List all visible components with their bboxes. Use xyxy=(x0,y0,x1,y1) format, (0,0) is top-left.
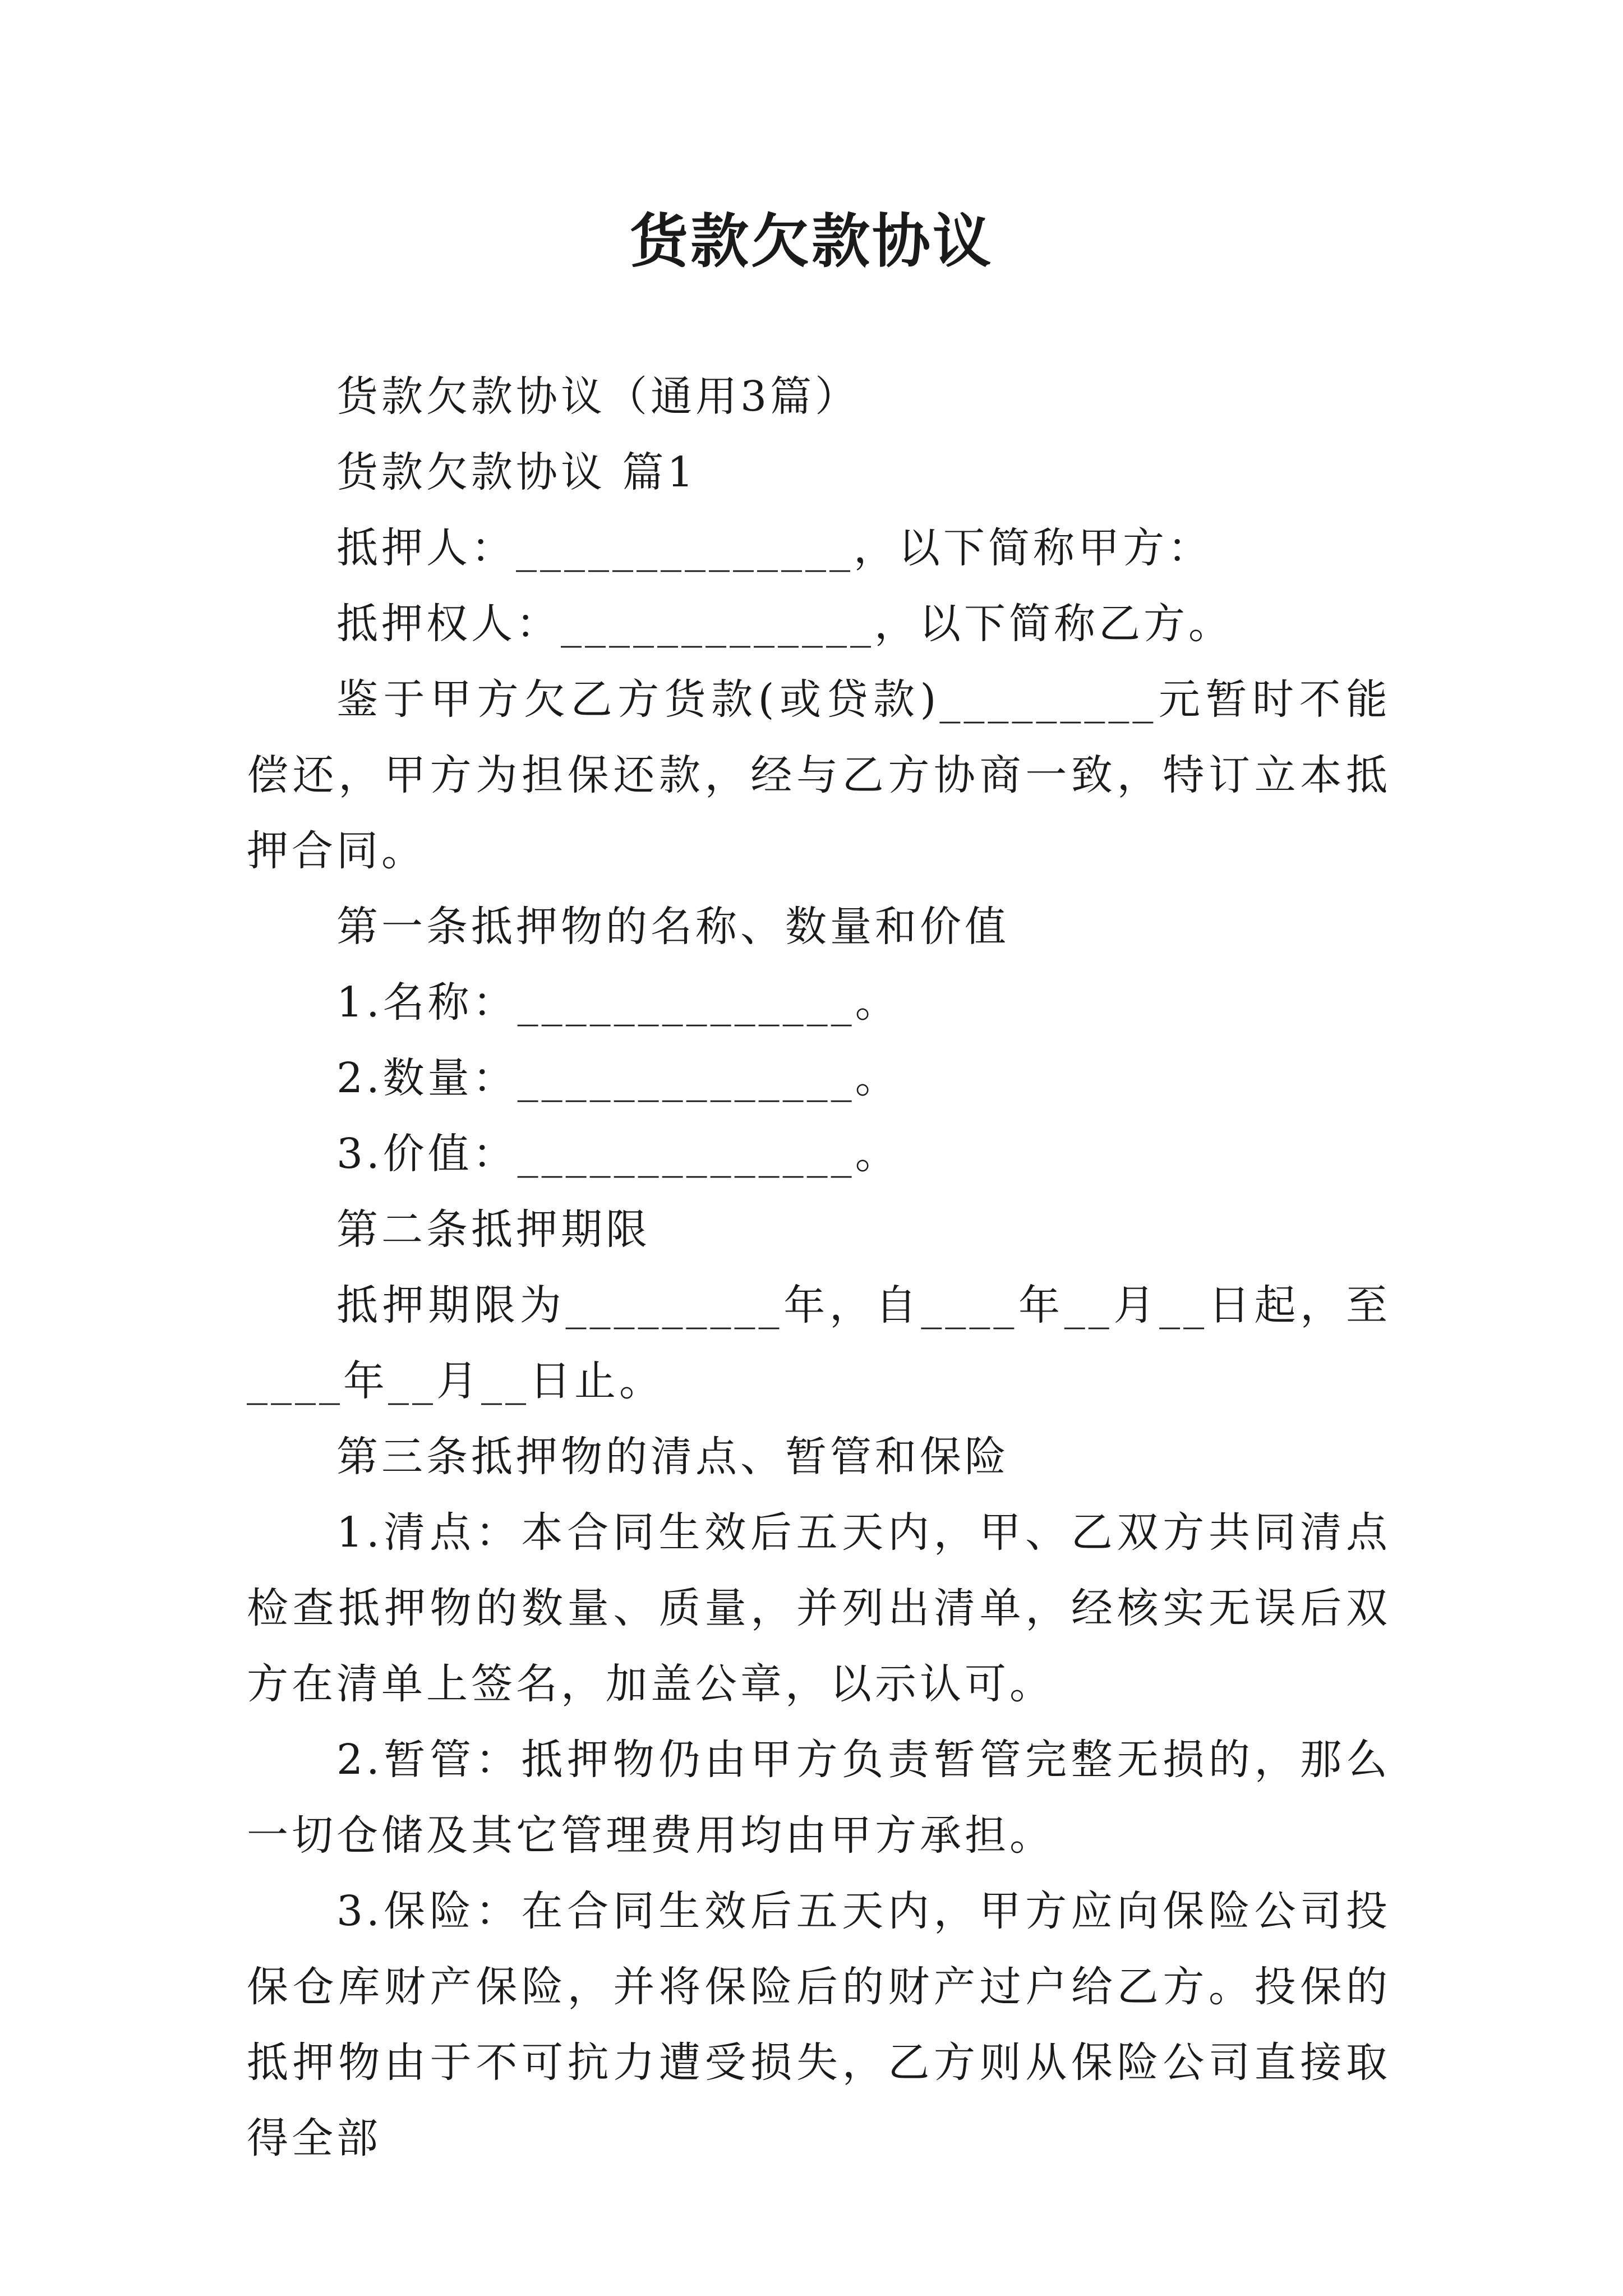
paragraph-custody: 2.暂管：抵押物仍由甲方负责暂管完整无损的，那么一切仓储及其它管理费用均由甲方承担。 xyxy=(247,1736,1391,1860)
paragraph-insurance: 3.保险：在合同生效后五天内，甲方应向保险公司投保仓库财产保险，并将保险后的财产过户给乙方。投保的抵押物由于不可抗力遭受损失，乙方则从保险公司直接取得全部 xyxy=(247,1887,1391,2162)
paragraph-preamble: 鉴于甲方欠乙方货款(或贷款)_________元暂时不能偿还，甲方为担保还款，经与乙方协商一致，特订立本抵押合同。 xyxy=(247,675,1391,875)
paragraph-section-title: 货款欠款协议 篇1 xyxy=(336,448,697,496)
paragraph-mortgagor: 抵押人：______________，以下简称甲方： xyxy=(336,524,1212,572)
paragraph-item-name: 1.名称：______________。 xyxy=(336,978,900,1027)
paragraph-heading: 货款欠款协议（通用3篇） xyxy=(336,372,860,421)
paragraph-article-3: 第三条抵押物的清点、暂管和保险 xyxy=(336,1433,1009,1481)
document-title: 货款欠款协议 xyxy=(629,207,993,275)
paragraph-term: 抵押期限为_________年，自____年__月__日起，至____年__月__日止。 xyxy=(247,1281,1391,1405)
paragraph-item-value: 3.价值：______________。 xyxy=(336,1130,900,1178)
paragraph-item-quantity: 2.数量：______________。 xyxy=(336,1054,900,1102)
paragraph-mortgagee: 抵押权人：_____________，以下简称乙方。 xyxy=(336,600,1233,648)
paragraph-article-2: 第二条抵押期限 xyxy=(336,1205,651,1254)
paragraph-inventory: 1.清点：本合同生效后五天内，甲、乙双方共同清点检查抵押物的数量、质量，并列出清单，经核实无误后双方在清单上签名，加盖公章，以示认可。 xyxy=(247,1508,1391,1708)
paragraph-article-1: 第一条抵押物的名称、数量和价值 xyxy=(336,903,1009,951)
document-body xyxy=(247,359,1391,2177)
